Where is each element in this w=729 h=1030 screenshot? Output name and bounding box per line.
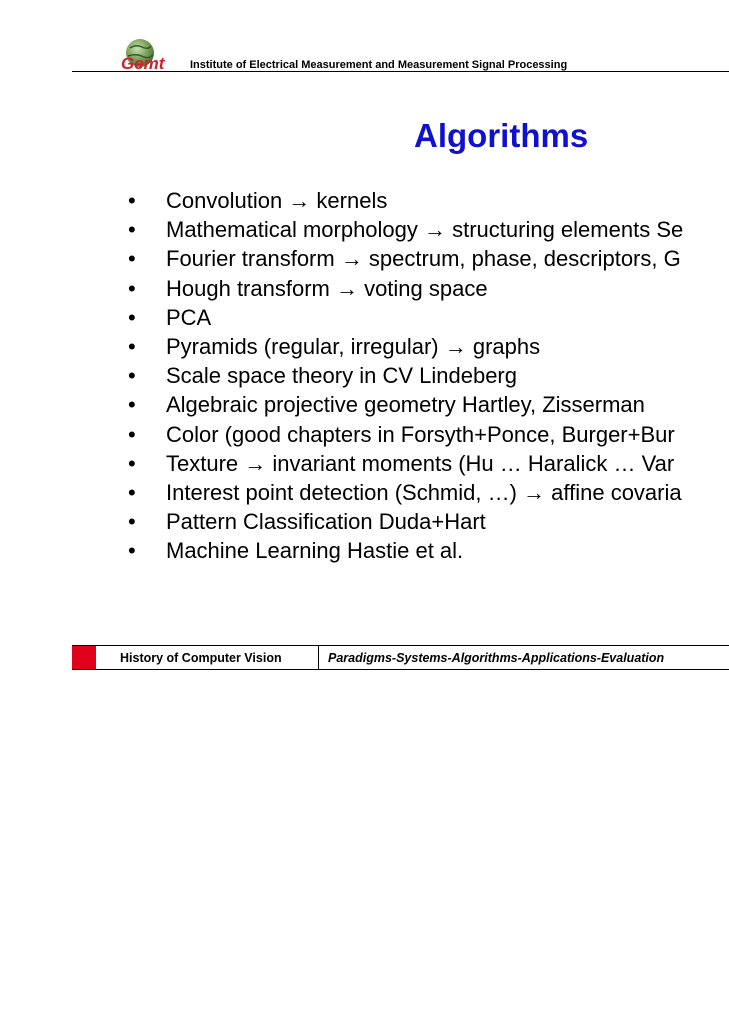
bullet-dot: • <box>128 333 136 359</box>
bullet-text: Convolution → kernels <box>166 188 388 213</box>
bullet-dot: • <box>128 188 136 213</box>
slide-title: Algorithms <box>414 117 589 154</box>
bullet-dot: • <box>128 392 136 418</box>
bullet-dot: • <box>128 479 136 505</box>
bullet-dot: • <box>128 450 136 476</box>
bullet-item <box>124 536 729 565</box>
bullet-list <box>124 186 729 565</box>
bullet-text: Scale space theory in CV Lindeberg <box>166 363 517 389</box>
bullet-item <box>124 390 729 419</box>
institute-name: Institute of Electrical Measurement and Measurement Signal Processing <box>190 59 568 71</box>
bullet-dot: • <box>128 509 136 535</box>
bullet-dot: • <box>128 246 136 272</box>
footer-divider <box>318 646 319 669</box>
bullet-text: Fourier transform → spectrum, phase, descriptors, G <box>166 246 681 272</box>
bullet-dot: • <box>128 421 136 447</box>
bullet-item <box>124 303 729 332</box>
bullet-text: Color (good chapters in Forsyth+Ponce, Burger+Bur <box>166 421 675 447</box>
bullet-item <box>124 215 729 244</box>
logo-text: Gemt <box>121 54 165 73</box>
bullet-text: Machine Learning Hastie et al. <box>166 538 464 564</box>
bullet-text: Pattern Classification Duda+Hart <box>166 509 486 535</box>
footer-bar <box>72 645 729 670</box>
bullet-item <box>124 186 729 215</box>
bullet-dot: • <box>128 304 136 330</box>
footer-accent-block <box>72 646 96 669</box>
bullet-item <box>124 449 729 478</box>
bullet-item <box>124 478 729 507</box>
bullet-item <box>124 244 729 273</box>
bullet-text: Algebraic projective geometry Hartley, Zisserman <box>166 392 645 418</box>
bullet-item <box>124 361 729 390</box>
footer-course-title: History of Computer Vision <box>120 651 282 665</box>
gemt-logo <box>118 38 184 74</box>
bullet-text: Interest point detection (Schmid, …) → affine covaria <box>166 479 682 505</box>
bullet-text: PCA <box>166 304 212 330</box>
bullet-text: Pyramids (regular, irregular) → graphs <box>166 333 541 359</box>
bullet-dot: • <box>128 217 136 243</box>
bullet-item <box>124 507 729 536</box>
bullet-item <box>124 274 729 303</box>
bullet-text: Mathematical morphology → structuring elements Se <box>166 217 684 243</box>
bullet-item <box>124 332 729 361</box>
bullet-dot: • <box>128 363 136 389</box>
bullet-text: Hough transform → voting space <box>166 275 488 301</box>
bullet-dot: • <box>128 538 136 564</box>
bullet-item <box>124 420 729 449</box>
bullet-dot: • <box>128 275 136 301</box>
bullet-text: Texture → invariant moments (Hu … Haralick … Var <box>166 450 675 476</box>
footer-topics: Paradigms-Systems-Algorithms-Applications-Evaluation <box>328 651 665 665</box>
